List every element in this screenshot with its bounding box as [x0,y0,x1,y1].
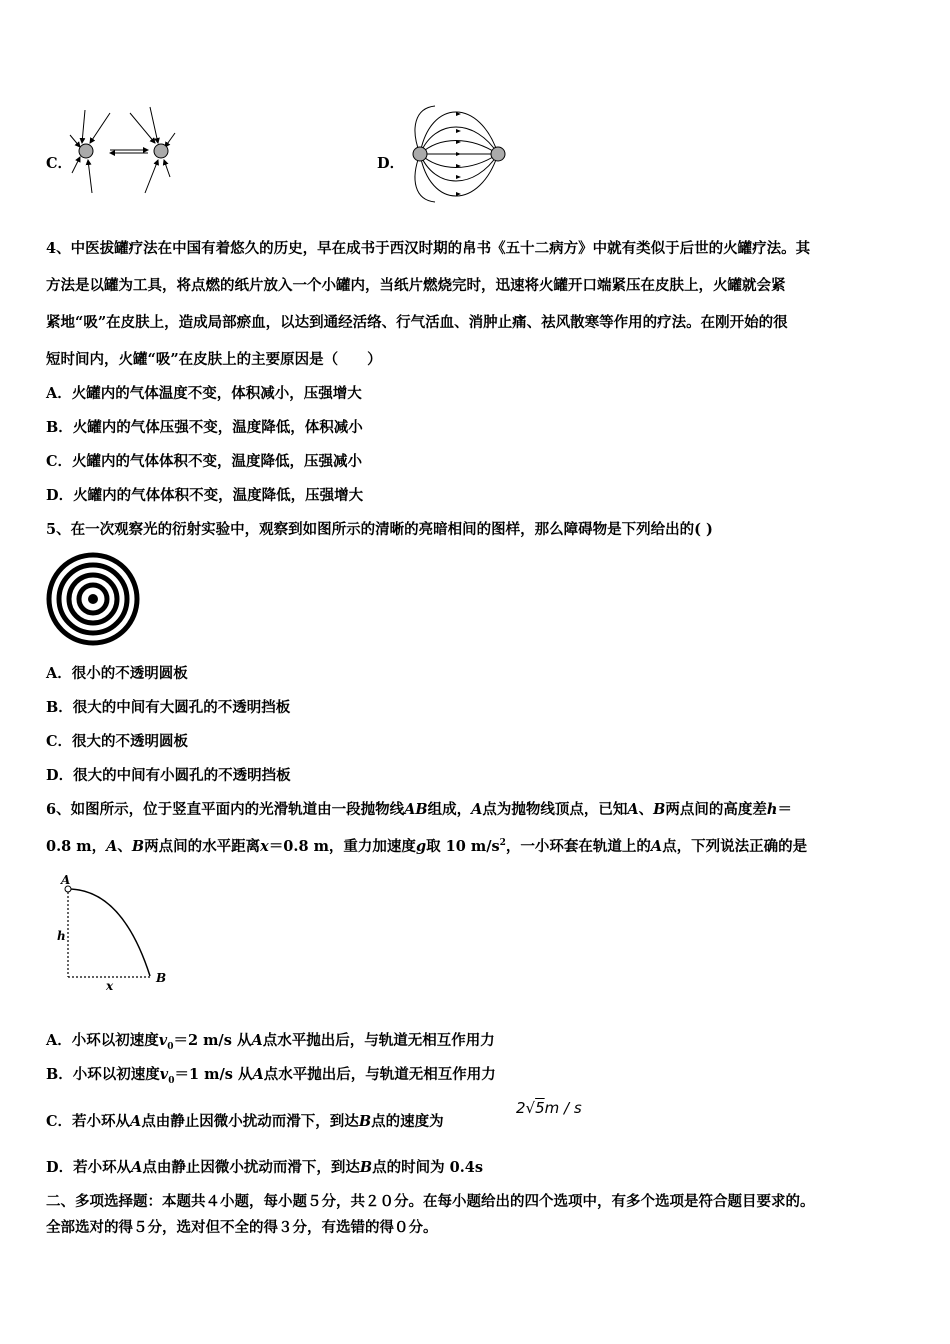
q4-option-c[interactable]: C．火罐内的气体体积不变，温度降低，压强减小 [46,453,363,470]
speed-formula: 2√5m / s [516,1099,582,1117]
option-d-label: D． [377,155,405,172]
q6-option-c[interactable]: C．若小环从A点由静止因微小扰动而滑下，到达B点的速度为 [46,1113,444,1130]
q6-stem-line-2: 0.8 m，A、B两点间的水平距离x＝0.8 m，重力加速度g取 10 $m/s^2$，一小环套在轨道上的A点，下列说法正确的是 [46,838,808,855]
q4-option-b[interactable]: B．火罐内的气体压强不变，温度降低，体积减小 [46,419,363,436]
figure-label-b: B [156,971,167,985]
q5-option-b[interactable]: B．很大的中间有大圆孔的不透明挡板 [46,699,291,716]
q4-stem-line-1: 4、中医拔罐疗法在中国有着悠久的历史，早在成书于西汉时期的帛书《五十二病方》中就有类似于后世的火罐疗法。其 [46,240,811,257]
option-c-label: C． [46,155,73,172]
q4-option-a[interactable]: A．火罐内的气体温度不变，体积减小，压强增大 [46,385,362,402]
q4-stem-line-3: 紧地“吸”在皮肤上，造成局部瘀血，以达到通经活络、行气活血、消肿止痛、祛风散寒等作用的疗法。在刚开始的很 [46,314,788,331]
q6-option-a[interactable]: A．小环以初速度$v_0=2$ m/s 从A点水平抛出后，与轨道无相互作用力 [46,1032,495,1052]
section2-instructions-line-1: 二、多项选择题：本题共４小题，每小题５分，共２０分。在每小题给出的四个选项中，有多个选项是符合题目要求的。 [46,1193,815,1210]
q5-stem: 5、在一次观察光的衍射实验中，观察到如图所示的清晰的亮暗相间的图样，那么障碍物是下列给出的( ) [46,521,713,538]
q6-stem-line-1: 6、如图所示，位于竖直平面内的光滑轨道由一段抛物线AB组成，A点为抛物线顶点，已知A、B两点间的高度差h＝ [46,801,792,818]
figure-label-h: h [57,929,66,943]
q5-option-c[interactable]: C．很大的不透明圆板 [46,733,189,750]
section2-instructions-line-2: 全部选对的得５分，选对但不全的得３分，有选错的得０分。 [46,1219,438,1236]
figure-label-a: A [61,873,71,887]
q6-option-d[interactable]: D．若小环从A点由静止因微小扰动而滑下，到达B点的时间为 0.4s [46,1159,484,1176]
field-lines-diagram-d [400,108,515,198]
figure-label-x: x [106,979,114,993]
q5-option-a[interactable]: A．很小的不透明圆板 [46,665,188,682]
q5-option-d[interactable]: D．很大的中间有小圆孔的不透明挡板 [46,767,291,784]
q4-option-d[interactable]: D．火罐内的气体体积不变，温度降低，压强增大 [46,487,364,504]
q6-option-b[interactable]: B．小环以初速度$v_0=1$ m/s 从A点水平抛出后，与轨道无相互作用力 [46,1066,496,1086]
q4-stem-line-4: 短时间内，火罐“吸”在皮肤上的主要原因是（ ） [46,351,382,368]
q4-stem-line-2: 方法是以罐为工具，将点燃的纸片放入一个小罐内，当纸片燃烧完时，迅速将火罐开口端紧压在皮肤上，火罐就会紧 [46,277,786,294]
parabola-track-figure [52,870,177,995]
field-lines-diagram-c [70,105,190,200]
diffraction-pattern-figure [46,552,140,646]
